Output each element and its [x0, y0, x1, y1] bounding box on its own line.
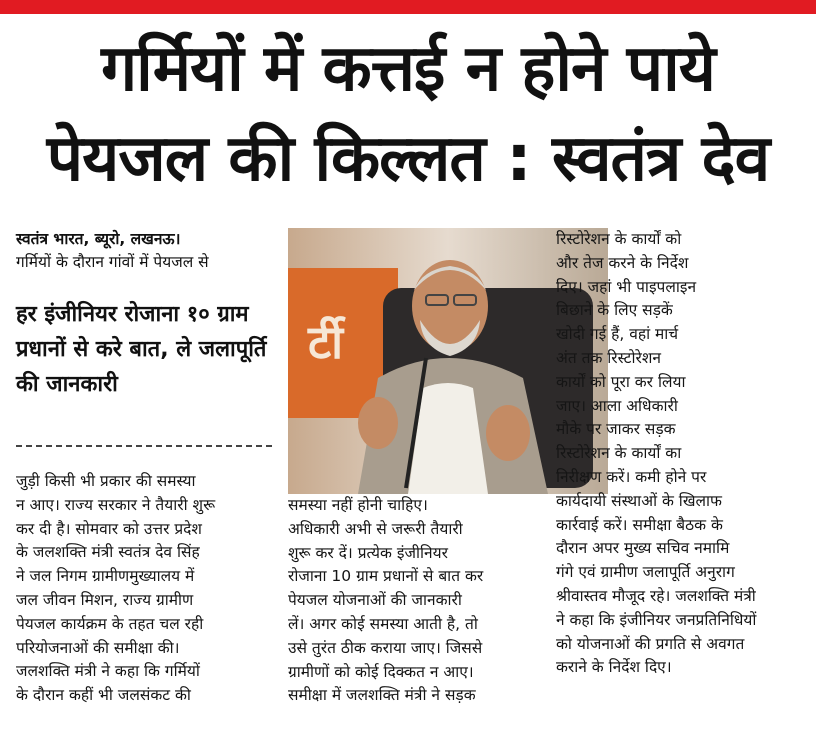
column-line: समीक्षा में जलशक्ति मंत्री ने सड़क [288, 686, 476, 705]
column-line: दौरान अपर मुख्य सचिव नमामि [556, 539, 730, 558]
column-line: मौके पर जाकर सड़क [556, 420, 676, 439]
right-column [556, 228, 802, 680]
column-line: बिछाने के लिए सड़कें [556, 301, 673, 320]
column-line: जल जीवन मिशन, राज्य ग्रामीण [16, 590, 194, 609]
column-line: श्रीवास्तव मौजूद रहे। जलशक्ति मंत्री [556, 586, 756, 605]
left-column [16, 470, 274, 708]
column-line: दिए। जहां भी पाइपलाइन [556, 277, 697, 296]
column-line: को योजनाओं की प्रगति से अवगत [556, 634, 745, 653]
column-line: रिस्टोरेशन के कार्यों का [556, 444, 682, 463]
column-line: के दौरान कहीं भी जलसंकट की [16, 686, 191, 705]
middle-column [288, 494, 544, 708]
column-line: कार्यदायी संस्थाओं के खिलाफ [556, 491, 722, 510]
column-line: पेयजल योजनाओं की जानकारी [288, 591, 462, 610]
column-line: जाए। आला अधिकारी [556, 396, 678, 415]
column-line: के जलशक्ति मंत्री स्वतंत्र देव सिंह [16, 543, 200, 562]
subheadline: हर इंजीनियर रोजाना १० ग्राम प्रधानों से करे बात, ले जलापूर्ति की जानकारी [16, 302, 267, 397]
column-line: कराने के निर्देश दिए। [556, 658, 672, 677]
column-line: अंत तक रिस्टोरेशन [556, 348, 661, 367]
dateline-source: स्वतंत्र भारत, ब्यूरो, लखनऊ। [16, 230, 181, 248]
backdrop-text: र्टी [308, 315, 344, 369]
column-line: खोदी गई हैं, वहां मार्च [556, 325, 679, 344]
column-line: ने जल निगम ग्रामीणमुख्यालय में [16, 567, 195, 586]
column-line: गंगे एवं ग्रामीण जलापूर्ति अनुराग [556, 563, 735, 582]
dateline-text: गर्मियों के दौरान गांवों में पेयजल से [16, 253, 209, 271]
column-line: ग्रामीणों को कोई दिक्कत न आए। [288, 662, 474, 681]
column-line: रोजाना 10 ग्राम प्रधानों से बात कर [288, 567, 484, 586]
divider-dashed [16, 445, 272, 447]
column-line: ने कहा कि इंजीनियर जनप्रतिनिधियों [556, 610, 757, 629]
column-line: उसे तुरंत ठीक कराया जाए। जिससे [288, 638, 483, 657]
column-line: परियोजनाओं की समीक्षा की। [16, 638, 180, 657]
column-line: कर दी है। सोमवार को उत्तर प्रदेश [16, 519, 202, 538]
red-accent-bar [0, 0, 816, 14]
column-line: पेयजल कार्यक्रम के तहत चल रही [16, 614, 204, 633]
headline-line-1: गर्मियों में कत्तई न होने पाये [101, 32, 715, 106]
column-line: और तेज करने के निर्देश [556, 253, 689, 272]
column-line: कार्यों को पूरा कर लिया [556, 372, 686, 391]
column-line: जुड़ी किसी भी प्रकार की समस्या [16, 472, 196, 490]
column-line: कार्रवाई करें। समीक्षा बैठक के [556, 515, 723, 534]
column-line: निरीक्षण करें। कमी होने पर [556, 467, 707, 486]
column-line: अधिकारी अभी से जरूरी तैयारी [288, 519, 463, 538]
column-line: न आए। राज्य सरकार ने तैयारी शुरू [16, 495, 216, 514]
column-line: शुरू कर दें। प्रत्येक इंजीनियर [288, 543, 448, 562]
column-line: रिस्टोरेशन के कार्यों को [556, 230, 682, 248]
column-line: जलशक्ति मंत्री ने कहा कि गर्मियों [16, 662, 200, 681]
dateline [16, 228, 276, 274]
column-line: लें। अगर कोई समस्या आती है, तो [288, 614, 478, 633]
column-line: समस्या नहीं होनी चाहिए। [288, 496, 428, 514]
headline-line-2: पेयजल की किल्लत : स्वतंत्र देव [46, 122, 770, 196]
